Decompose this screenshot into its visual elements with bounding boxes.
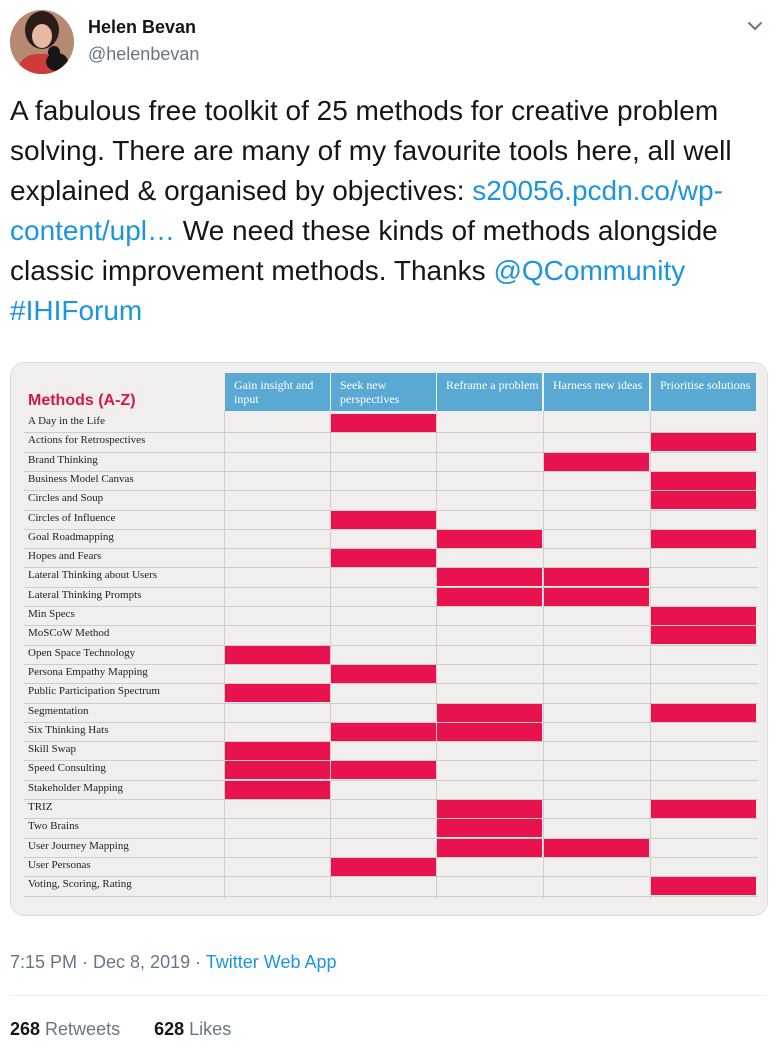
row-label: Min Specs (28, 608, 75, 620)
row-label: Open Space Technology (28, 646, 136, 659)
likes-label: Likes (184, 1019, 232, 1039)
tweet-timestamp[interactable]: 7:15 PM · Dec 8, 2019 · (10, 952, 206, 972)
row-label: Speed Consulting (28, 762, 106, 775)
grid-row-line (24, 741, 758, 742)
retweets-stat[interactable] (10, 1019, 120, 1039)
row-label: TRIZ (28, 801, 53, 813)
marked-cell (651, 530, 756, 548)
row-label: Circles and Soup (28, 492, 104, 505)
column-header: Gain insight and input (225, 373, 330, 411)
marked-cell (437, 530, 542, 548)
marked-cell (437, 588, 542, 606)
marked-cell (331, 511, 436, 529)
marked-cell (331, 858, 436, 876)
row-label: MoSCoW Method (28, 627, 110, 640)
row-label: User Journey Mapping (28, 839, 129, 852)
row-label: A Day in the Life (28, 415, 105, 427)
marked-cell (651, 877, 756, 895)
marked-cell (437, 704, 542, 722)
row-label: Six Thinking Hats (28, 723, 109, 736)
mention-link[interactable]: @QCommunity (493, 255, 686, 286)
marked-cell (225, 646, 330, 664)
tweet-stats (10, 1019, 231, 1040)
marked-cell (437, 839, 542, 857)
grid-column-line (330, 411, 331, 899)
retweets-label: Retweets (40, 1019, 121, 1039)
grid-row-line (24, 818, 758, 819)
marked-cell (225, 684, 330, 702)
row-label: Public Participation Spectrum (28, 685, 160, 698)
author-handle[interactable]: @helenbevan (88, 44, 200, 64)
tweet-link[interactable]: s20056.pcdn.co/wp-content/upl… (10, 175, 723, 246)
marked-cell (437, 723, 542, 741)
chart-title: Methods (A-Z) (28, 392, 136, 409)
grid-row-line (24, 703, 758, 704)
grid-row-line (24, 780, 758, 781)
marked-cell (225, 742, 330, 760)
marked-cell (331, 665, 436, 683)
marked-cell (225, 781, 330, 799)
row-label: Lateral Thinking about Users (28, 569, 158, 582)
row-label: Circles of Influence (28, 511, 116, 524)
marked-cell (651, 433, 756, 451)
row-label: Goal Roadmapping (28, 530, 114, 543)
marked-cell (651, 626, 756, 644)
grid-row-line (24, 876, 758, 877)
avatar-image (10, 10, 74, 74)
marked-cell (651, 800, 756, 818)
marked-cell (651, 704, 756, 722)
grid-row-line (24, 625, 758, 626)
column-header: Reframe a problem (437, 373, 542, 411)
grid-column-line (543, 411, 544, 899)
tweet-meta (10, 952, 337, 973)
marked-cell (651, 472, 756, 490)
tweet-text (10, 91, 770, 331)
marked-cell (437, 568, 542, 586)
marked-cell (225, 761, 330, 779)
row-label: Skill Swap (28, 743, 76, 756)
row-label: Business Model Canvas (28, 472, 134, 485)
marked-cell (437, 800, 542, 818)
marked-cell (331, 723, 436, 741)
divider (10, 995, 766, 996)
grid-row-line (24, 896, 758, 897)
row-label: Persona Empathy Mapping (28, 665, 148, 678)
row-label: Stakeholder Mapping (28, 781, 124, 794)
row-label: Actions for Retrospectives (28, 434, 146, 447)
column-header: Harness new ideas (544, 373, 649, 411)
grid-row-line (24, 799, 758, 800)
grid-row-line (24, 529, 758, 530)
marked-cell (437, 819, 542, 837)
author-name[interactable]: Helen Bevan (88, 17, 197, 37)
tweet-source[interactable]: Twitter Web App (205, 952, 337, 972)
hashtag-link[interactable]: #IHIForum (10, 295, 143, 326)
marked-cell (331, 549, 436, 567)
grid-row-line (24, 606, 758, 607)
column-header: Seek new perspectives (331, 373, 436, 411)
likes-stat[interactable] (154, 1019, 231, 1039)
avatar[interactable] (10, 10, 74, 74)
retweets-count: 268 (10, 1019, 41, 1039)
grid-row-line (24, 490, 758, 491)
row-label: Hopes and Fears (28, 550, 102, 563)
more-options-button[interactable] (743, 14, 767, 38)
marked-cell (331, 761, 436, 779)
row-label: Segmentation (28, 704, 89, 717)
row-label: Voting, Scoring, Rating (28, 878, 132, 891)
row-label: Lateral Thinking Prompts (28, 588, 142, 601)
marked-cell (544, 588, 649, 606)
marked-cell (544, 839, 649, 857)
marked-cell (651, 491, 756, 509)
column-header: Prioritise solutions (651, 373, 756, 411)
marked-cell (544, 568, 649, 586)
likes-count: 628 (154, 1019, 185, 1039)
tweet-text-part2: We need these kinds of methods alongside classic improvement methods. Thanks (10, 215, 718, 286)
tweet-text-part1: A fabulous free toolkit of 25 methods for creative problem solving. There are many of my favourite tools here, all well explained & organised by objectives: (10, 95, 732, 206)
row-label: Two Brains (28, 820, 79, 833)
row-label: User Personas (28, 858, 91, 871)
marked-cell (544, 453, 649, 471)
grid-row-line (24, 471, 758, 472)
chevron-down-icon (743, 14, 767, 38)
marked-cell (651, 607, 756, 625)
row-label: Brand Thinking (28, 453, 98, 466)
marked-cell (331, 414, 436, 432)
